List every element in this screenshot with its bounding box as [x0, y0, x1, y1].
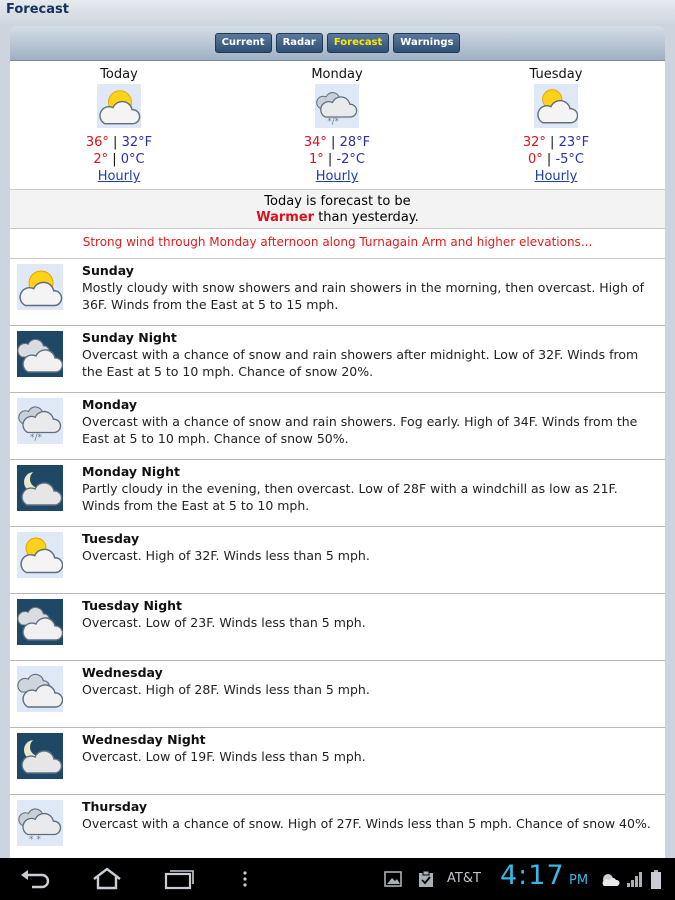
list-item — [10, 594, 665, 661]
low-temp-c: -5°C — [555, 152, 584, 167]
high-temp-c: 0° — [528, 152, 543, 167]
partly-cloudy-sun-icon — [534, 84, 578, 128]
home-icon[interactable] — [90, 866, 124, 892]
period-name: Thursday — [82, 799, 148, 814]
menu-icon[interactable] — [238, 866, 252, 892]
hourly-link[interactable]: Hourly — [315, 169, 359, 184]
comparison-highlight: Warmer — [256, 210, 315, 225]
high-temp-f: 34° — [303, 135, 327, 150]
system-navigation-bar — [0, 858, 675, 900]
weather-alert[interactable]: Strong wind through Monday afternoon along Turnagain Arm and higher elevations... — [10, 229, 665, 259]
period-name: Sunday — [82, 263, 134, 278]
partly-cloudy-sun-icon — [17, 264, 63, 310]
daily-summary — [10, 61, 665, 189]
day-name: Tuesday — [529, 67, 583, 82]
list-item — [10, 795, 665, 858]
tab-current[interactable]: Current — [215, 33, 272, 53]
period-name: Sunday Night — [82, 330, 177, 345]
period-description: Overcast with a chance of snow and rain showers after midnight. Low of 32F. Winds from the East at 5 to 10 mph. Chance of snow 20%. — [82, 347, 639, 379]
day-column-monday: Monday */* 34° | 28°F 1° | -2°C Hourly — [282, 66, 392, 185]
hourly-link[interactable]: Hourly — [534, 169, 578, 184]
partly-cloudy-moon-icon — [17, 733, 63, 779]
period-description: Partly cloudy in the evening, then overcast. Low of 28F with a windchill as low as 21F. Winds from the East at 5 to 10 mph. — [82, 481, 618, 513]
weather-notification-icon — [600, 870, 620, 892]
forecast-period-list — [10, 259, 665, 858]
temperature-comparison — [10, 189, 665, 229]
period-name: Tuesday — [82, 531, 140, 546]
period-name: Monday Night — [82, 464, 180, 479]
snow-rain-cloud-icon — [17, 398, 63, 444]
day-column-tuesday: Tuesday 32° | 23°F 0° | -5°C Hourly — [501, 66, 611, 185]
period-description: Overcast with a chance of snow. High of 27F. Winds less than 5 mph. Chance of snow 40%. — [82, 816, 651, 831]
low-temp-c: -2°C — [336, 152, 365, 167]
carrier-label: AT&T — [447, 871, 481, 886]
period-description: Overcast. Low of 19F. Winds less than 5 mph. — [82, 749, 366, 764]
snow-rain-cloud-icon — [315, 84, 359, 128]
overcast-night-icon — [17, 331, 63, 377]
partly-cloudy-sun-icon — [97, 84, 141, 128]
clock-ampm: PM — [569, 873, 589, 888]
clock-time[interactable]: 4:17 — [500, 860, 565, 891]
period-name: Tuesday Night — [82, 598, 183, 613]
snow-cloud-icon — [17, 800, 63, 846]
period-description: Overcast. High of 32F. Winds less than 5 mph. — [82, 548, 370, 563]
list-item — [10, 527, 665, 594]
partly-cloudy-sun-icon — [17, 532, 63, 578]
low-temp-f: 23°F — [558, 135, 590, 150]
low-temp-c: 0°C — [120, 152, 145, 167]
day-name: Monday — [311, 67, 363, 82]
forecast-panel — [10, 26, 665, 858]
battery-icon — [650, 870, 662, 894]
list-item — [10, 728, 665, 795]
svg-text:*/*: */* — [30, 433, 43, 443]
signal-strength-icon — [626, 870, 644, 892]
period-description: Overcast with a chance of snow and rain showers. Fog early. High of 34F. Winds from the East at 5 to 10 mph. Chance of snow 50%. — [82, 414, 638, 446]
high-temp-f: 36° — [85, 135, 109, 150]
tab-warnings[interactable]: Warnings — [393, 33, 460, 53]
high-temp-f: 32° — [522, 135, 546, 150]
list-item — [10, 460, 665, 527]
recent-apps-icon[interactable] — [162, 866, 196, 892]
svg-text:* *: * * — [29, 835, 41, 845]
list-item — [10, 326, 665, 393]
period-name: Monday — [82, 397, 138, 412]
period-description: Mostly cloudy with snow showers and rain showers in the morning, then overcast. High of 36F. Winds from the East at 5 to 15 mph. — [82, 280, 645, 312]
tab-bar — [10, 26, 665, 61]
svg-text:*/*: */* — [327, 117, 339, 128]
comparison-rest: than yesterday. — [314, 210, 419, 225]
low-temp-f: 32°F — [121, 135, 153, 150]
tab-radar[interactable]: Radar — [276, 33, 323, 53]
period-name: Wednesday — [82, 665, 163, 680]
list-item — [10, 259, 665, 326]
back-icon[interactable] — [18, 866, 52, 892]
app-title: Forecast — [0, 0, 675, 24]
high-temp-c: 2° — [93, 152, 109, 167]
day-column-today: Today 36° | 32°F 2° | 0°C Hourly — [64, 66, 174, 185]
overcast-cloud-icon — [17, 666, 63, 712]
clipboard-notification-icon — [418, 870, 434, 892]
list-item — [10, 661, 665, 728]
day-name: Today — [100, 67, 138, 82]
period-name: Wednesday Night — [82, 732, 206, 747]
overcast-night-icon — [17, 599, 63, 645]
list-item — [10, 393, 665, 460]
period-description: Overcast. High of 28F. Winds less than 5 mph. — [82, 682, 370, 697]
tab-forecast[interactable]: Forecast — [327, 33, 389, 53]
partly-cloudy-moon-icon — [17, 465, 63, 511]
image-notification-icon — [384, 870, 402, 892]
period-description: Overcast. Low of 23F. Winds less than 5 mph. — [82, 615, 366, 630]
low-temp-f: 28°F — [339, 135, 371, 150]
comparison-line: Today is forecast to be — [264, 194, 411, 209]
high-temp-c: 1° — [309, 152, 324, 167]
hourly-link[interactable]: Hourly — [97, 169, 141, 184]
